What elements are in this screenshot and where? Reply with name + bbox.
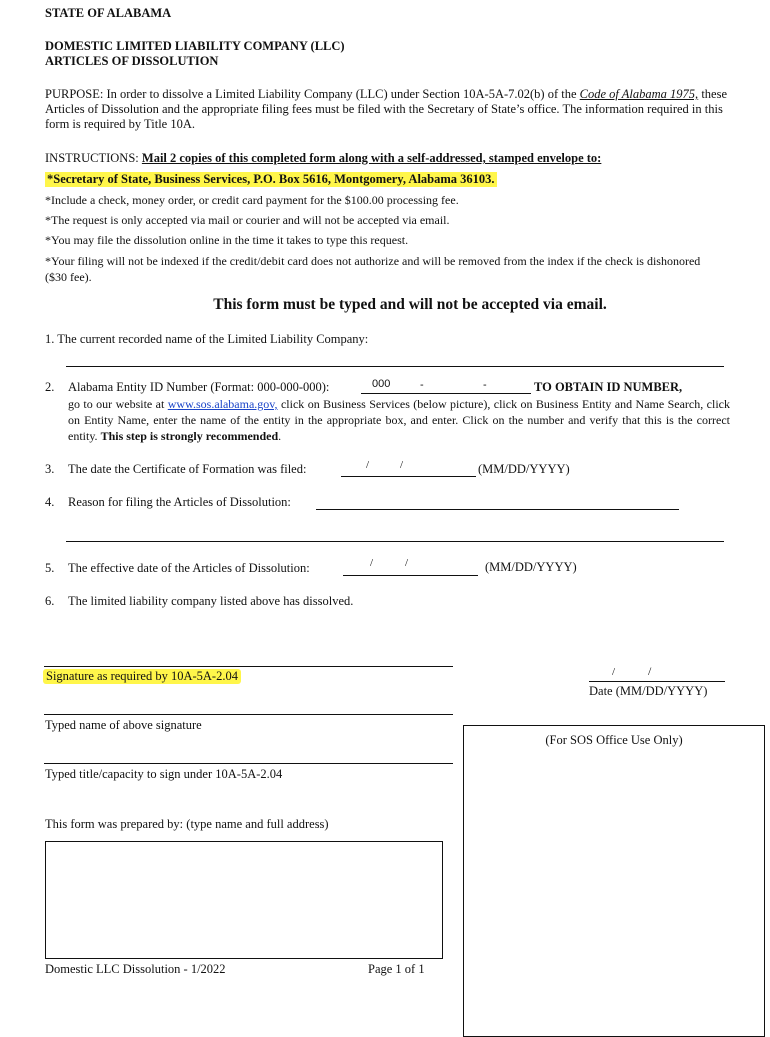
footer-page-number: Page 1 of 1 bbox=[368, 962, 425, 976]
date-slash: / bbox=[648, 664, 652, 678]
instruction-indexing: *Your filing will not be indexed if the credit/debit card does not authorize and will be removed from the index if the check is dishonored ($30 fee). bbox=[45, 254, 701, 284]
effective-date-field[interactable] bbox=[343, 575, 478, 576]
footer-form-id: Domestic LLC Dissolution - 1/2022 bbox=[45, 962, 226, 976]
reason-field-continued[interactable] bbox=[66, 541, 724, 542]
typed-title-label: Typed title/capacity to sign under 10A-5A-2.04 bbox=[45, 767, 283, 781]
q1-label: 1. The current recorded name of the Limited Liability Company: bbox=[45, 332, 369, 346]
q4-number: 4. bbox=[45, 495, 55, 509]
date-slash: / bbox=[370, 557, 374, 569]
q2-instructions: go to our website at www.sos.alabama.gov, click on Business Services (below picture), click on Business Entity and Name Search, click on Entity Name, enter the name of the entity in the appropriate box, and enter. Click on the number and verify that this is the correct entity. This step is strongly recommended. bbox=[68, 397, 730, 443]
instruction-fee: *Include a check, money order, or credit card payment for the $100.00 processing fee. bbox=[45, 193, 459, 207]
office-use-label: (For SOS Office Use Only) bbox=[545, 733, 683, 747]
sos-website-link[interactable]: www.sos.alabama.gov, bbox=[167, 397, 278, 411]
typed-only-notice: This form must be typed and will not be accepted via email. bbox=[213, 296, 607, 313]
signature-date-field[interactable] bbox=[589, 681, 725, 682]
code-reference: Code of Alabama 1975, bbox=[579, 87, 699, 101]
q5-format: (MM/DD/YYYY) bbox=[485, 560, 577, 574]
signature-date-label: Date (MM/DD/YYYY) bbox=[589, 684, 708, 698]
instructions-heading: INSTRUCTIONS: Mail 2 copies of this completed form along with a self-addressed, stamped envelope to: bbox=[45, 151, 602, 165]
q6-label: The limited liability company listed above has dissolved. bbox=[68, 594, 354, 608]
q5-number: 5. bbox=[45, 561, 55, 575]
office-use-box bbox=[463, 725, 765, 1037]
q3-number: 3. bbox=[45, 462, 55, 476]
llc-name-field[interactable] bbox=[66, 366, 724, 367]
typed-title-field[interactable] bbox=[44, 763, 453, 764]
formation-date-field[interactable] bbox=[341, 476, 476, 477]
instruction-mail-only: *The request is only accepted via mail or courier and will not be accepted via email. bbox=[45, 213, 450, 227]
date-slash: / bbox=[405, 557, 409, 569]
instruction-online: *You may file the dissolution online in the time it takes to type this request. bbox=[45, 233, 409, 247]
entity-id-dash: - bbox=[420, 379, 424, 391]
signature-field[interactable] bbox=[44, 666, 453, 667]
q3-label: The date the Certificate of Formation was filed: bbox=[68, 462, 307, 476]
state-heading: STATE OF ALABAMA bbox=[45, 6, 172, 20]
entity-id-field[interactable] bbox=[361, 393, 531, 394]
reason-field[interactable] bbox=[316, 509, 679, 510]
obtain-id-heading: TO OBTAIN ID NUMBER, bbox=[534, 380, 683, 394]
mail-instruction: Mail 2 copies of this completed form along with a self-addressed, stamped envelope to: bbox=[141, 151, 602, 165]
form-title: DOMESTIC LIMITED LIABILITY COMPANY (LLC) bbox=[45, 39, 345, 53]
typed-name-field[interactable] bbox=[44, 714, 453, 715]
q2-label: Alabama Entity ID Number (Format: 000-000-000): bbox=[68, 380, 330, 394]
date-slash: / bbox=[366, 459, 370, 471]
q4-label: Reason for filing the Articles of Dissolution: bbox=[68, 495, 291, 509]
q3-format: (MM/DD/YYYY) bbox=[478, 462, 570, 476]
q6-number: 6. bbox=[45, 594, 55, 608]
q2-number: 2. bbox=[45, 380, 55, 394]
q5-label: The effective date of the Articles of Dissolution: bbox=[68, 561, 310, 575]
entity-id-dash: - bbox=[483, 379, 487, 391]
mailing-address: *Secretary of State, Business Services, P.O. Box 5616, Montgomery, Alabama 36103. bbox=[47, 172, 495, 186]
signature-label: Signature as required by 10A-5A-2.04 bbox=[43, 669, 241, 684]
date-slash: / bbox=[612, 666, 616, 678]
entity-id-prefix: 000 bbox=[372, 378, 391, 390]
date-slash: / bbox=[400, 459, 404, 471]
purpose-paragraph: PURPOSE: In order to dissolve a Limited Liability Company (LLC) under Section 10A-5A-7.02(b) of the Code of Alabama 1975, these Articles of Dissolution and the appropriate filing fees must be filed with the Secretary of State’s office. The information required in this form is required by Title 10A. bbox=[45, 87, 727, 131]
prepared-by-box[interactable] bbox=[45, 841, 443, 959]
form-subtitle: ARTICLES OF DISSOLUTION bbox=[45, 54, 219, 68]
prepared-by-label: This form was prepared by: (type name and full address) bbox=[45, 817, 329, 831]
typed-name-label: Typed name of above signature bbox=[45, 718, 202, 732]
